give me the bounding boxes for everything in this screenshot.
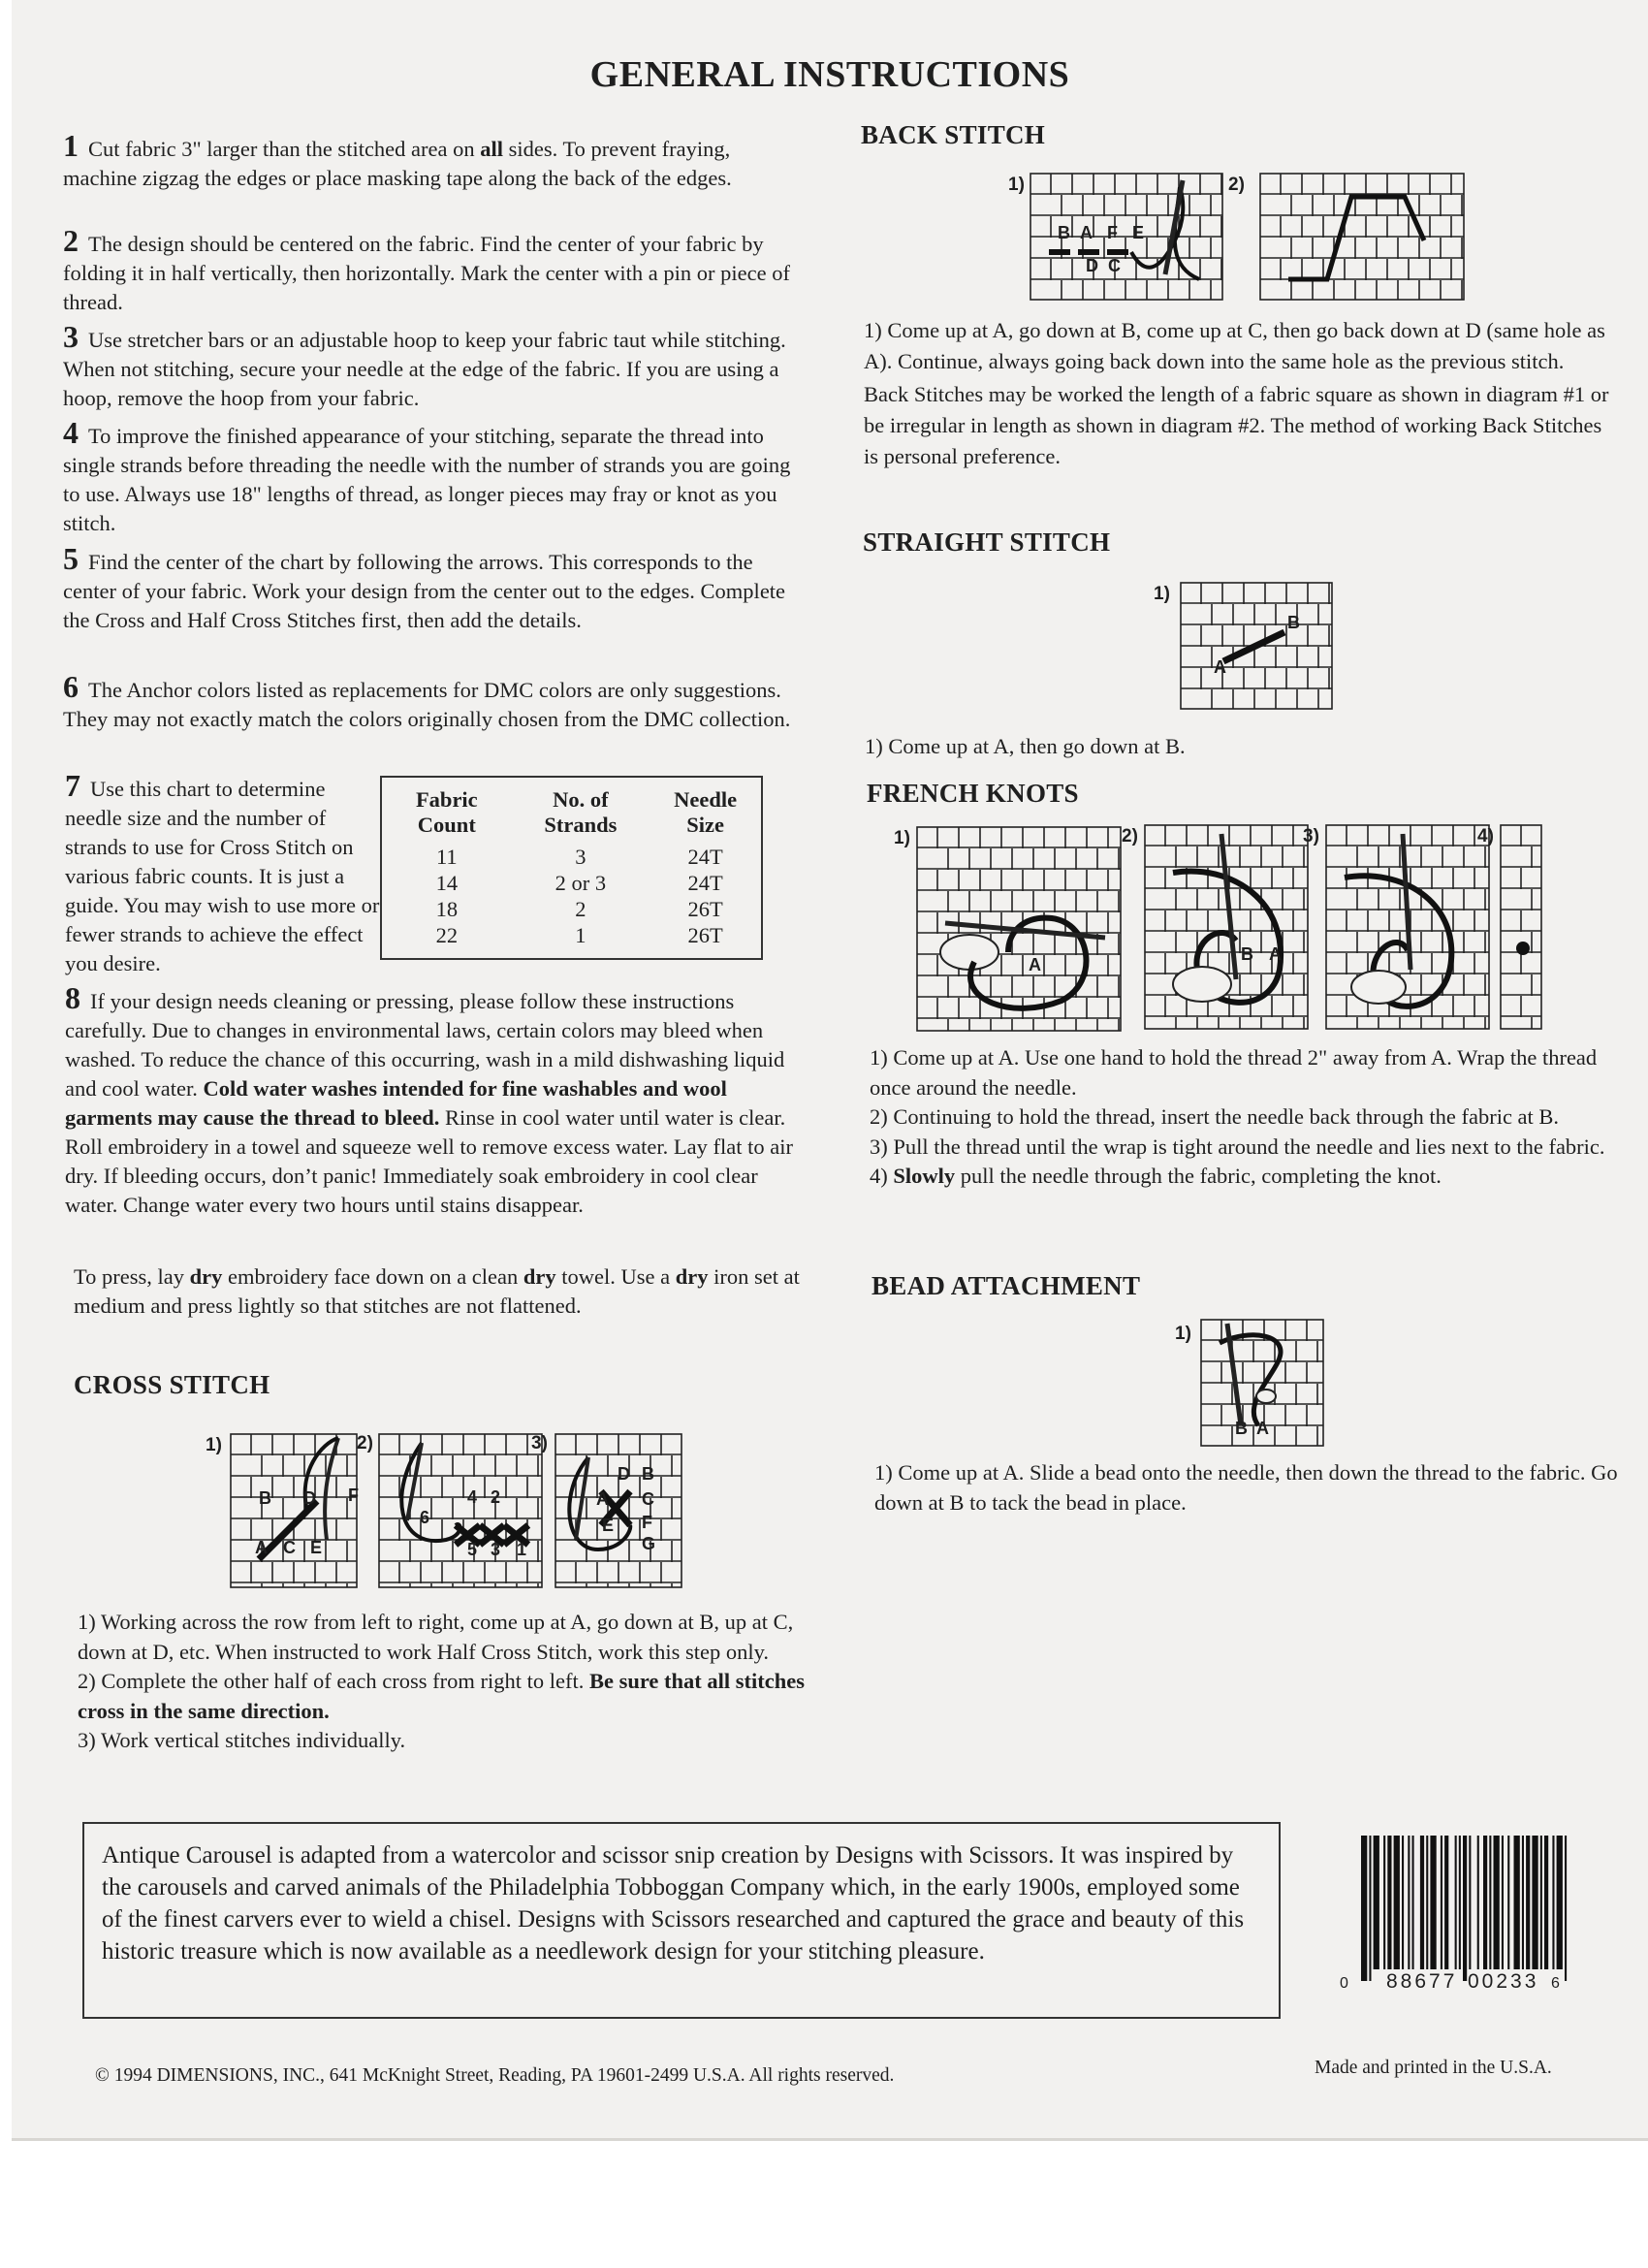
step-5: [63, 541, 809, 635]
step-text-continued: Rinse in cool water until water is clear. Roll embroidery in a towel and squeeze well to remove excess water. Lay flat to air dry. If bleeding occurs, don’t panic! Immediately soak embroidery in cool clear water. Change water every two hours until stains disappear.: [65, 1105, 793, 1217]
point-label: A: [596, 1489, 609, 1509]
diagram-label: 2): [1228, 175, 1245, 195]
finger-icon: [1351, 971, 1406, 1004]
table-header-row: [381, 777, 762, 844]
step-2: [63, 223, 809, 317]
point-label: F: [1107, 223, 1118, 242]
point-label: 1: [517, 1540, 527, 1559]
table-cell: 1: [575, 923, 586, 947]
step-number: 7: [65, 768, 80, 803]
point-label: B: [1235, 1419, 1248, 1438]
table-cell: 2: [575, 897, 586, 921]
table-row: [381, 922, 762, 959]
step-text: Use stretcher bars or an adjustable hoop to keep your fabric taut while stitching. When not stitching, secure your needle at the edge of the fabric. If you are using a hoop, remove the hoop from your fabric.: [63, 328, 786, 410]
instruction-text: 4): [870, 1164, 888, 1188]
step-number: 1: [63, 128, 79, 163]
instruction-step: 1) Come up at A, then go down at B.: [865, 734, 1186, 758]
table-cell: 2 or 3: [555, 871, 607, 895]
point-label: F: [642, 1513, 652, 1532]
diagram-label: 2): [357, 1433, 373, 1453]
column-header: Needle Size: [674, 787, 738, 837]
french-knots-heading: FRENCH KNOTS: [867, 779, 1079, 808]
instruction-step: 3) Work vertical stitches individually.: [78, 1728, 406, 1752]
point-label: A: [1080, 223, 1093, 242]
straight-stitch-heading: STRAIGHT STITCH: [863, 527, 1111, 557]
knot-icon: [1516, 942, 1530, 955]
back-stitch-diagram-2: [1259, 173, 1465, 301]
step-3: [63, 319, 809, 413]
diagram-label: 3): [531, 1433, 548, 1453]
point-label: B: [1287, 613, 1300, 632]
step-1: [63, 128, 809, 193]
point-label: G: [642, 1534, 656, 1553]
point-label: B: [1241, 944, 1253, 964]
barcode-check-digit: 6: [1551, 1975, 1560, 1992]
press-bold: dry: [675, 1264, 709, 1289]
diagram-label: 4): [1477, 826, 1494, 847]
press-text: To press, lay: [74, 1264, 185, 1289]
step-7: [65, 768, 380, 978]
step-8: [65, 980, 811, 1220]
step-4: [63, 415, 809, 538]
point-label: D: [1086, 256, 1098, 275]
diagram-label: 1): [1175, 1324, 1191, 1344]
table-cell: 3: [575, 845, 586, 869]
french-knot-diagram-2: [1144, 824, 1309, 1030]
table-cell: 24T: [687, 845, 723, 869]
instruction-sheet: [12, 0, 1648, 2141]
step-number: 2: [63, 223, 79, 258]
emphasis: all: [480, 137, 504, 161]
instruction-bold: Slowly: [893, 1164, 956, 1188]
table-cell: 18: [435, 897, 459, 921]
point-label: D: [618, 1464, 630, 1484]
made-in-usa-note: Made and printed in the U.S.A.: [1315, 2058, 1552, 2078]
step-text: If your design needs cleaning or pressing, please follow these instructions carefully. Due to changes in environmental laws, certain colors may bleed when washed. To reduce the chance of this occurring, wash in a mild dishwashing liquid and cool water.: [65, 989, 785, 1101]
point-label: 2: [491, 1487, 501, 1507]
point-label: B: [642, 1464, 654, 1484]
stitch-lines: [1288, 197, 1424, 279]
french-knot-diagram-1: [916, 826, 1122, 1032]
point-label: C: [1108, 256, 1121, 275]
step-text: Use this chart to determine needle size and the number of strands to use for Cross Stitch on various fabric counts. It is just a guide. You may wish to use more or fewer strands to achieve the effect you desire.: [65, 777, 380, 975]
step-number: 4: [63, 415, 79, 450]
diagram-label: 1): [894, 828, 910, 848]
diagram-label: 1): [1008, 175, 1025, 195]
instruction-step: Back Stitches may be worked the length of a fabric square as shown in diagram #1 or be irregular in length as shown in diagram #2. The method of working Back Stitches is personal preference.: [864, 382, 1609, 468]
copyright-notice: © 1994 DIMENSIONS, INC., 641 McKnight Street, Reading, PA 19601-2499 U.S.A. All rights reserved.: [95, 2065, 895, 2086]
straight-stitch-diagram: [1180, 582, 1333, 710]
fabric-needle-table: [380, 776, 763, 960]
step-text: Find the center of the chart by following the arrows. This corresponds to the center of your fabric. Work your design from the center out to the edges. Complete the Cross and Half Cross Stitches first, then add the details.: [63, 550, 786, 632]
table-row: [381, 870, 762, 896]
table-cell: 26T: [687, 897, 723, 921]
table-row: [381, 896, 762, 922]
step-number: 3: [63, 319, 79, 354]
point-label: A: [1214, 657, 1226, 677]
cross-stitch-heading: CROSS STITCH: [74, 1370, 270, 1399]
step-text: The design should be centered on the fabric. Find the center of your fabric by folding it in half vertically, then horizontally. Mark the center with a pin or piece of thread.: [63, 232, 790, 314]
barcode-digits-right: 00233: [1468, 1970, 1539, 1993]
page-title: GENERAL INSTRUCTIONS: [589, 54, 1070, 95]
french-knot-diagram-3: [1325, 824, 1490, 1030]
table-cell: 14: [435, 871, 459, 895]
instruction-step: 1) Come up at A. Slide a bead onto the needle, then down the thread to the fabric. Go down at B to tack the bead in place.: [874, 1460, 1618, 1515]
point-label: A: [255, 1538, 268, 1557]
point-label: E: [602, 1516, 615, 1535]
point-label: B: [259, 1488, 271, 1508]
point-label: E: [310, 1538, 323, 1557]
press-text: iron set at medium and press lightly so that stitches are not flattened.: [74, 1264, 800, 1318]
diagram-label: 1): [1154, 584, 1170, 604]
step-6: [63, 669, 809, 734]
table-row: [381, 844, 762, 870]
point-label: E: [1132, 223, 1145, 242]
point-label: A: [1029, 955, 1041, 974]
pressing-instructions: [74, 1262, 810, 1321]
cross-stitch-diagram-1: [230, 1433, 358, 1588]
point-label: A: [1269, 944, 1282, 964]
cross-stitch-diagram-2: [378, 1433, 543, 1588]
cross-stitch-diagram-3: [555, 1433, 682, 1588]
back-stitch-instructions: [864, 315, 1620, 472]
press-text: towel. Use a: [561, 1264, 671, 1289]
diagram-label: 3): [1303, 826, 1319, 847]
point-label: F: [348, 1485, 359, 1505]
step-number: 5: [63, 541, 79, 576]
instruction-step: 1) Come up at A. Use one hand to hold the thread 2" away from A. Wrap the thread once around the needle.: [870, 1045, 1598, 1100]
point-label: 5: [467, 1540, 478, 1559]
point-label: C: [283, 1538, 296, 1557]
step-text: The Anchor colors listed as replacements for DMC colors are only suggestions. They may not exactly match the colors originally chosen from the DMC collection.: [63, 678, 791, 731]
point-label: 3: [491, 1540, 501, 1559]
diagram-label: 1): [206, 1435, 222, 1455]
french-knots-instructions: [870, 1043, 1616, 1192]
bead-icon: [1256, 1390, 1276, 1403]
step-text: Cut fabric 3" larger than the stitched area on all sides. To prevent fraying, machine zigzag the edges or place masking tape along the back of the edges.: [63, 137, 732, 190]
barcode-digit-left: 0: [1340, 1975, 1348, 1992]
press-bold: dry: [189, 1264, 223, 1289]
straight-stitch-instructions: [865, 732, 1601, 762]
instruction-step: 2) Continuing to hold the thread, insert the needle back through the fabric at B.: [870, 1104, 1560, 1129]
instruction-step: [870, 1162, 1616, 1192]
table-cell: 26T: [687, 923, 723, 947]
cross-stitch-instructions: [78, 1608, 819, 1756]
instruction-step: 1) Come up at A, go down at B, come up at C, then go back down at D (same hole as A). Continue, always going back down into the same hole as the previous stitch.: [864, 318, 1605, 373]
step-number: 6: [63, 669, 79, 704]
point-label: B: [1058, 223, 1070, 242]
finger-icon: [940, 935, 998, 970]
column-header: Fabric Count: [415, 787, 478, 837]
bead-instructions: [874, 1458, 1621, 1517]
press-text: embroidery face down on a clean: [228, 1264, 519, 1289]
instruction-step: 1) Working across the row from left to right, come up at A, go down at B, up at C, down at D, etc. When instructed to work Half Cross Stitch, work this step only.: [78, 1610, 794, 1664]
finger-icon: [1173, 967, 1231, 1002]
point-label: D: [303, 1488, 316, 1508]
press-bold: dry: [523, 1264, 556, 1289]
table-cell: 22: [435, 923, 459, 947]
step-text: To improve the finished appearance of your stitching, separate the thread into single strands before threading the needle with the number of strands you are going to use. Always use 18" lengths of thread, as longer pieces may fray or knot as you stitch.: [63, 424, 791, 535]
instruction-bold: Be sure that all stitches cross in the same direction.: [78, 1669, 806, 1723]
instruction-text: pull the needle through the fabric, completing the knot.: [960, 1164, 1442, 1188]
instruction-step: [78, 1667, 819, 1726]
column-header: No. of Strands: [544, 787, 618, 837]
bead-attachment-heading: BEAD ATTACHMENT: [872, 1271, 1141, 1300]
instruction-step: 3) Pull the thread until the wrap is tight around the needle and lies next to the fabric.: [870, 1134, 1605, 1159]
back-stitch-heading: BACK STITCH: [861, 120, 1046, 149]
step-number: 8: [65, 980, 80, 1015]
barcode-digits-mid: 88677: [1386, 1970, 1458, 1993]
instruction-text: 2) Complete the other half of each cross from right to left.: [78, 1669, 585, 1693]
point-label: 4: [467, 1487, 478, 1507]
point-label: C: [642, 1489, 654, 1509]
design-note-box: Antique Carousel is adapted from a watercolor and scissor snip creation by Designs with Scissors. It was inspired by the carousels and carved animals of the Philadelphia Tobboggan Company which, in the early 1900s, employed some of the finest carvers ever to wield a chisel. Designs with Scissors researched and captured the grace and beauty of this historic treasure which is now available as a needlework design for your stitching pleasure.: [82, 1822, 1281, 2019]
step-warning: Cold water washes intended for fine washables and wool garments may cause the thread to bleed.: [65, 1076, 727, 1130]
french-knot-diagram-4: [1500, 824, 1542, 1030]
diagram-label: 2): [1122, 826, 1138, 847]
table-cell: 11: [435, 845, 458, 869]
point-label: A: [1256, 1419, 1269, 1438]
table-cell: 24T: [687, 871, 723, 895]
point-label: 6: [420, 1508, 430, 1527]
